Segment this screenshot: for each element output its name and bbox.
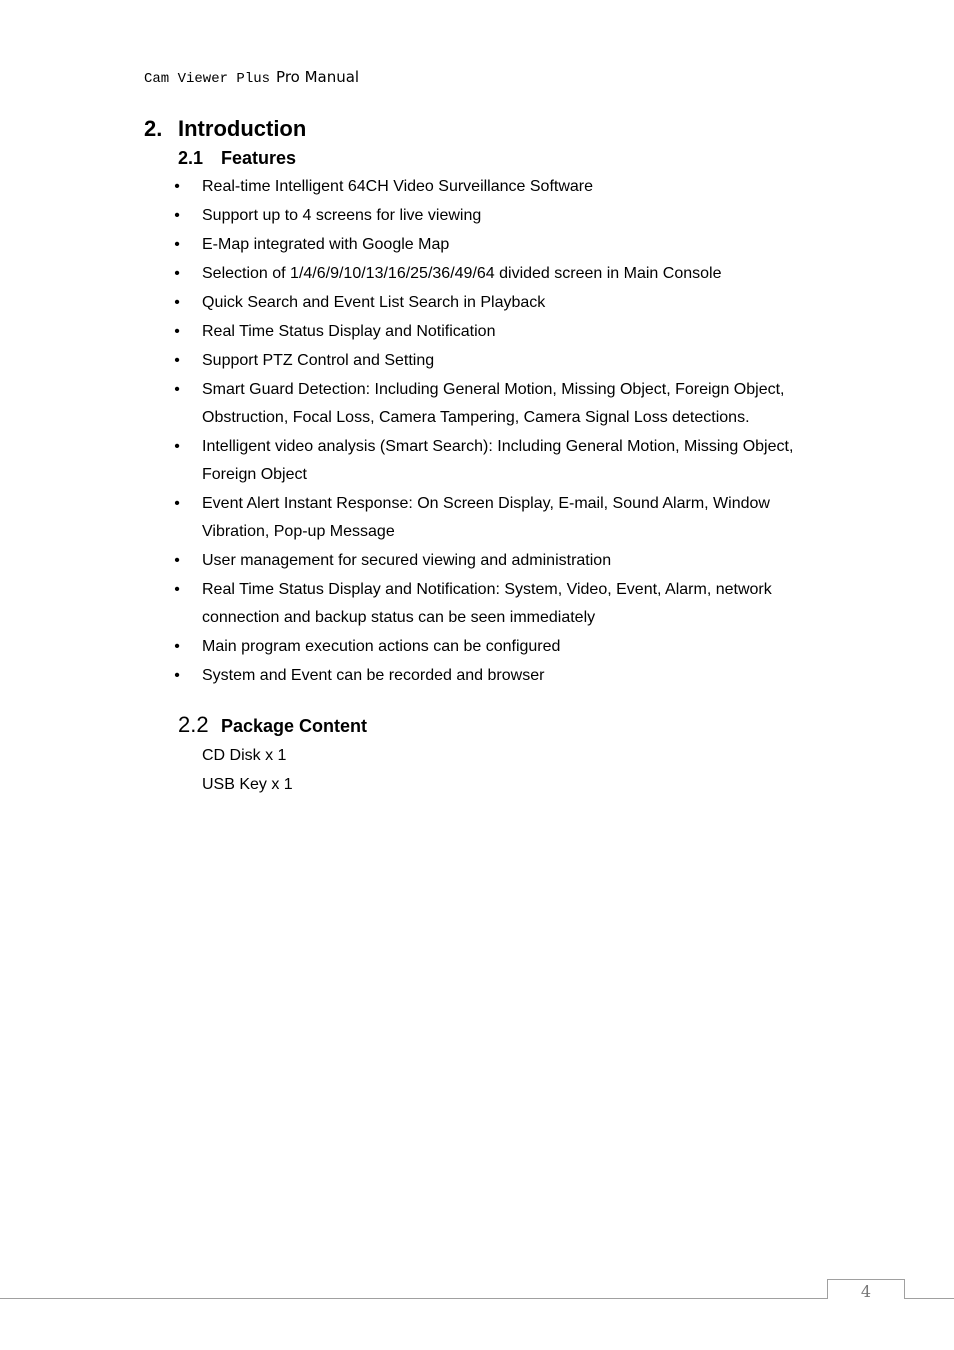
package-item: CD Disk x 1 — [202, 747, 287, 764]
header-title-product: Cam Viewer Plus — [144, 71, 271, 87]
bullet-icon: • — [174, 438, 180, 455]
feature-item: • Intelligent video analysis (Smart Search): Including General Motion, Missing Object, Foreign Object — [172, 433, 802, 489]
bullet-icon: • — [174, 581, 180, 598]
bullet-icon: • — [174, 352, 180, 369]
feature-item: • Support PTZ Control and Setting — [172, 347, 802, 375]
feature-item: • Main program execution actions can be configured — [172, 633, 802, 661]
feature-item: • E-Map integrated with Google Map — [172, 231, 802, 259]
bullet-icon: • — [174, 638, 180, 655]
header-title-manual: Pro Manual — [276, 68, 360, 86]
package-item: USB Key x 1 — [202, 776, 293, 793]
features-list — [172, 173, 802, 691]
feature-item: • Quick Search and Event List Search in Playback — [172, 289, 802, 317]
features-number: 2.1 — [178, 148, 204, 168]
bullet-icon: • — [174, 265, 180, 282]
package-title: Package Content — [221, 716, 368, 736]
bullet-icon: • — [174, 294, 180, 311]
feature-item: • Real-time Intelligent 64CH Video Surveillance Software — [172, 173, 802, 201]
page-number: 4 — [827, 1279, 905, 1299]
footer-rule — [0, 1298, 954, 1299]
features-title: Features — [221, 148, 297, 168]
features-heading — [178, 148, 296, 169]
running-header — [144, 68, 359, 87]
feature-item: • Support up to 4 screens for live viewing — [172, 202, 802, 230]
bullet-icon: • — [174, 207, 180, 224]
feature-item: • Real Time Status Display and Notification: System, Video, Event, Alarm, network connection and backup status can be seen immediately — [172, 576, 802, 632]
section-heading — [144, 116, 306, 142]
section-number: 2. — [144, 116, 163, 141]
package-number: 2.2 — [178, 712, 209, 737]
bullet-icon: • — [174, 495, 180, 512]
bullet-icon: • — [174, 667, 180, 684]
bullet-icon: • — [174, 552, 180, 569]
package-list — [202, 741, 293, 799]
feature-item: • Smart Guard Detection: Including General Motion, Missing Object, Foreign Object, Obstruction, Focal Loss, Camera Tampering, Camera Signal Loss detections. — [172, 376, 802, 432]
bullet-icon: • — [174, 381, 180, 398]
feature-item: • Real Time Status Display and Notification — [172, 318, 802, 346]
feature-item: • Selection of 1/4/6/9/10/13/16/25/36/49/64 divided screen in Main Console — [172, 260, 802, 288]
feature-item: • User management for secured viewing and administration — [172, 547, 802, 575]
feature-item: • Event Alert Instant Response: On Screen Display, E-mail, Sound Alarm, Window Vibration, Pop-up Message — [172, 490, 802, 546]
package-heading — [178, 712, 367, 738]
bullet-icon: • — [174, 178, 180, 195]
section-title: Introduction — [178, 116, 307, 141]
bullet-icon: • — [174, 236, 180, 253]
bullet-icon: • — [174, 323, 180, 340]
feature-item: • System and Event can be recorded and browser — [172, 662, 802, 690]
